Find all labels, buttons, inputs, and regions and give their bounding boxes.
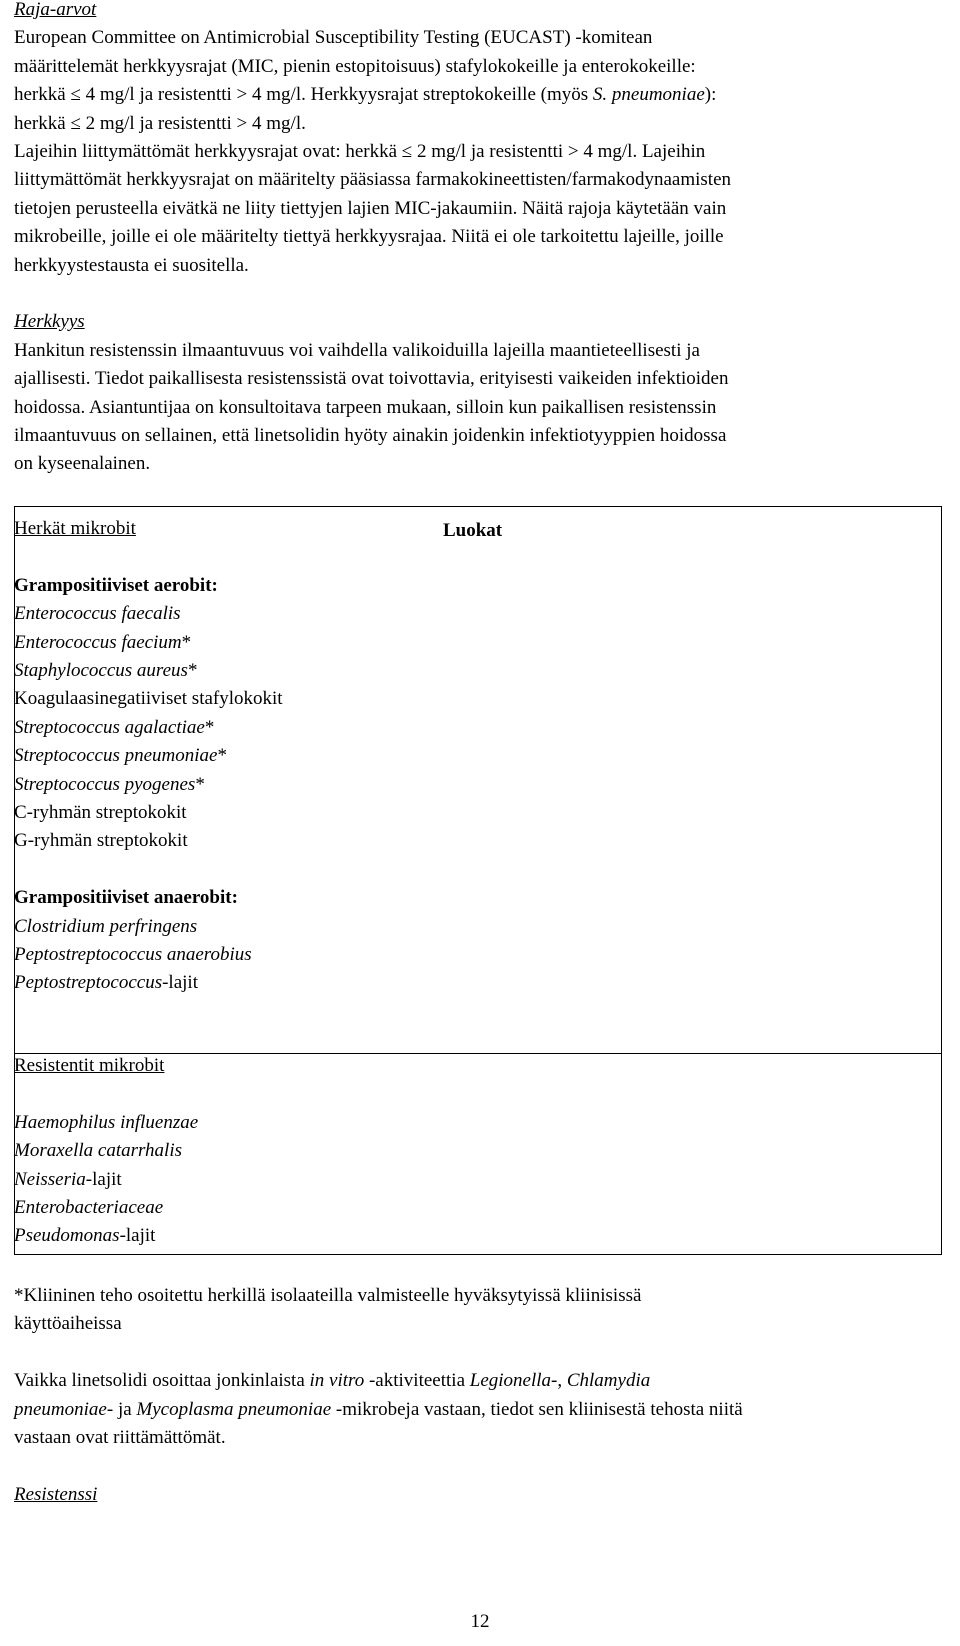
raja-arvot-section bbox=[14, 0, 944, 479]
footnote-line-1: *Kliininen teho osoitettu herkillä isolaateilla valmisteelle hyväksytyissä kliinisissä bbox=[14, 1285, 642, 1306]
herkkyys-line-4: ilmaantuvuus on sellainen, että linetsolidin hyöty ainakin joidenkin infektiotyyppien hoidossa bbox=[14, 425, 727, 447]
species-item: Clostridium perfringens bbox=[14, 915, 198, 937]
species-item: Enterococcus faecalis bbox=[14, 603, 181, 625]
species-item: Peptostreptococcus anaerobius bbox=[14, 944, 252, 966]
raja-line-8: mikrobeille, joille ei ole määritelty tiettyä herkkyysrajaa. Niitä ei ole tarkoitettu lajeille, joille bbox=[14, 226, 724, 248]
vitro-line-2 bbox=[14, 1396, 944, 1424]
vitro-line-3: vastaan ovat riittämättömät. bbox=[14, 1427, 226, 1449]
gram-pos-aerobic-heading: Grampositiiviset aerobit: bbox=[14, 574, 218, 596]
species-name: Streptococcus pneumoniae bbox=[14, 745, 218, 767]
star-mark: * bbox=[195, 773, 205, 795]
species-suffix: -lajit bbox=[162, 972, 198, 994]
species-item: C-ryhmän streptokokit bbox=[14, 802, 187, 824]
species-name: Streptococcus pyogenes bbox=[14, 773, 196, 795]
table-header-luokat: Luokat bbox=[443, 520, 503, 541]
page-number: 12 bbox=[470, 1611, 490, 1632]
resistant-table-cell bbox=[14, 1053, 942, 1255]
raja-line-1: European Committee on Antimicrobial Susceptibility Testing (EUCAST) -komitean bbox=[14, 27, 653, 49]
sensitive-heading: Herkät mikrobit bbox=[14, 518, 136, 539]
species-item bbox=[14, 969, 283, 997]
species-name: Pseudomonas bbox=[14, 1225, 120, 1247]
species-item bbox=[14, 1166, 198, 1194]
raja-line-3 bbox=[14, 81, 944, 109]
raja-line-3a: herkkä ≤ 4 mg/l ja resistentti > 4 mg/l. Herkkyysrajat streptokokeille (myös bbox=[14, 84, 593, 106]
resistenssi-heading: Resistenssi bbox=[14, 1483, 98, 1505]
spacer bbox=[14, 280, 944, 308]
vitro-text: -aktiviteettia bbox=[364, 1370, 470, 1392]
after-table-section bbox=[14, 1282, 944, 1509]
raja-line-6: liittymättömät herkkyysrajat on määritelty pääsiassa farmakokineettisten/farmakodynaamisten bbox=[14, 169, 732, 191]
species-item bbox=[14, 771, 283, 799]
raja-line-5: Lajeihin liittymättömät herkkyysrajat ovat: herkkä ≤ 2 mg/l ja resistentti > 4 mg/l. Lajeihin bbox=[14, 141, 706, 163]
spacer bbox=[14, 856, 283, 884]
species-name: Streptococcus agalactiae bbox=[14, 716, 205, 738]
susceptible-table-cell bbox=[14, 506, 942, 1054]
species-item: Enterobacteriaceae bbox=[14, 1197, 164, 1219]
star-mark: * bbox=[217, 745, 227, 767]
vitro-italic: Chlamydia bbox=[566, 1370, 651, 1392]
herkkyys-line-2: ajallisesti. Tiedot paikallisesta resistenssistä ovat toivottavia, erityisesti vaikeiden infektioiden bbox=[14, 368, 729, 390]
herkkyys-line-3: hoidossa. Asiantuntijaa on konsultoitava tarpeen mukaan, silloin kun paikallisen resistenssin bbox=[14, 396, 717, 418]
vitro-text: Vaikka linetsolidi osoittaa jonkinlaista bbox=[14, 1370, 310, 1392]
species-suffix: -lajit bbox=[85, 1168, 122, 1190]
susceptible-list bbox=[14, 515, 283, 998]
spacer bbox=[14, 1339, 944, 1367]
raja-line-4: herkkä ≤ 2 mg/l ja resistentti > 4 mg/l. bbox=[14, 112, 306, 134]
raja-arvot-heading: Raja-arvot bbox=[14, 0, 97, 20]
species-name: Enterococcus faecium bbox=[14, 631, 182, 653]
vitro-text: -, bbox=[551, 1370, 567, 1392]
footnote-line-2: käyttöaiheissa bbox=[14, 1313, 122, 1335]
resistant-heading: Resistentit mikrobit bbox=[14, 1055, 165, 1076]
species-item: Koagulaasinegatiiviset stafylokokit bbox=[14, 688, 283, 710]
raja-line-3b: ): bbox=[704, 84, 717, 106]
herkkyys-line-1: Hankitun resistenssin ilmaantuvuus voi vaihdella valikoiduilla lajeilla maantieteellisesti ja bbox=[14, 339, 700, 361]
species-name: Peptostreptococcus bbox=[14, 972, 163, 994]
vitro-text: - ja bbox=[106, 1398, 137, 1420]
herkkyys-line-5: on kyseenalainen. bbox=[14, 453, 151, 475]
vitro-line-1 bbox=[14, 1367, 944, 1395]
raja-line-7: tietojen perusteella eivätkä ne liity tiettyjen lajien MIC-jakaumiin. Näitä rajoja käytetään vain bbox=[14, 197, 727, 219]
vitro-italic: in vitro bbox=[309, 1370, 365, 1392]
gram-pos-anaerobic-heading: Grampositiiviset anaerobit: bbox=[14, 887, 238, 909]
vitro-italic: pneumoniae bbox=[14, 1398, 107, 1420]
species-item bbox=[14, 657, 283, 685]
spacer bbox=[14, 543, 283, 571]
species-item bbox=[14, 629, 283, 657]
species-suffix: -lajit bbox=[119, 1225, 156, 1247]
herkkyys-heading: Herkkyys bbox=[14, 311, 85, 333]
spacer bbox=[14, 1452, 944, 1480]
raja-line-9: herkkyystestausta ei suositella. bbox=[14, 254, 249, 276]
resistant-list bbox=[14, 1052, 198, 1251]
species-item bbox=[14, 714, 283, 742]
star-mark: * bbox=[204, 716, 215, 738]
species-item bbox=[14, 742, 283, 770]
vitro-italic: Mycoplasma pneumoniae bbox=[136, 1398, 332, 1420]
species-item bbox=[14, 1222, 198, 1250]
species-name: Staphylococcus aureus bbox=[14, 660, 188, 682]
star-mark: * bbox=[187, 660, 198, 682]
vitro-italic: Legionella bbox=[469, 1370, 552, 1392]
species-item: G-ryhmän streptokokit bbox=[14, 830, 188, 852]
raja-line-2: määrittelemät herkkyysrajat (MIC, pienin estopitoisuus) stafylokokeille ja enterokokeille: bbox=[14, 55, 696, 77]
spacer bbox=[14, 1080, 198, 1108]
star-mark: * bbox=[181, 631, 192, 653]
species-item: Haemophilus influenzae bbox=[14, 1111, 199, 1133]
raja-species-s-pneumoniae: S. pneumoniae bbox=[592, 84, 705, 106]
species-item: Moraxella catarrhalis bbox=[14, 1140, 183, 1162]
vitro-text: -mikrobeja vastaan, tiedot sen kliinisestä tehosta niitä bbox=[331, 1398, 743, 1420]
species-name: Neisseria bbox=[14, 1168, 86, 1190]
